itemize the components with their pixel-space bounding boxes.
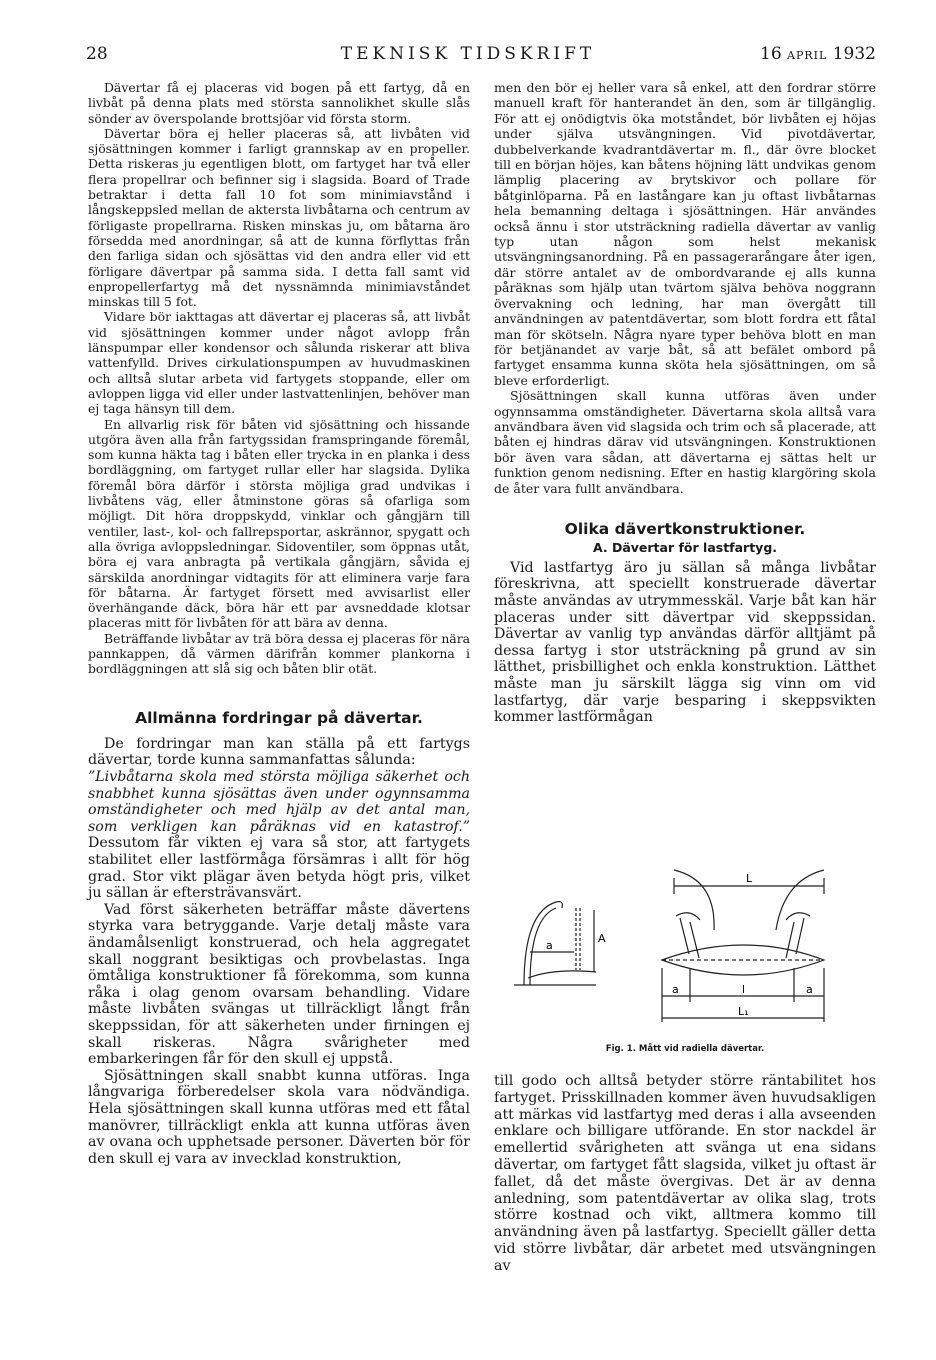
journal-title: TEKNISK TIDSKRIFT: [340, 44, 596, 64]
section-heading: Olika dävertkonstruktioner.: [564, 519, 806, 538]
paragraph: Dävertar böra ej heller placeras så, att livbåten vid sjösättningen kommer i farligt grannskap av en propeller. Detta riskeras ju egentligen blott, om fartyget har två eller flera propellrar och befinner sig i slagsida. Board of Trade betraktar i detta fall 10 fot som minimiavstånd i långskeppsled mellan de aktersta livbåtarna och centrum av förligaste propellrarna. Risken minskas ju, om båtarna äro försedda med anordningar, så att de kunna förflyttas från den farliga sidan och sjösättas vid den andra eller vid ett förligare dävertpar på samma sida. I detta fall samt vid enpropellerfartyg må det nyssnämnda minimiavståndet minskas till 5 fot.: [88, 125, 470, 310]
boat-hull-side: [528, 971, 596, 978]
label-a-bottom-left: a: [672, 983, 679, 996]
davit-right: [786, 922, 794, 958]
right-column: [494, 80, 876, 726]
label-L1: L₁: [738, 1005, 749, 1018]
section-heading: Allmänna fordringar på dävertar.: [135, 708, 423, 727]
paragraph: Beträffande livbåtar av trä böra dessa ej placeras för nära pannkappen, då värmen därifrån kommer plankorna i bordläggningen att slå sig och båten blir otät.: [88, 630, 470, 677]
paragraph: Dävertar få ej placeras vid bogen på ett fartyg, då en livbåt på denna plats med största sannolikhet skulle slås sönder av överspolande brottsjöar vid första storm.: [88, 80, 470, 126]
right-column-continued: [494, 1073, 876, 1275]
page-header: [0, 42, 936, 70]
paragraph: till godo och alltså betyder större räntabilitet hos fartyget. Prisskillnaden kommer även huvudsakligen att märkas vid lastfartyg med deras i alla avseenden enklare och billigare utförande. En stor nackdel är emellertid svårigheten att svänga ut ena sidans dävertar, om fartyget fått slagsida, vilket ju oftast är fallet, då det måste övergivas. Det är av denna anledning, som patentdävertar av olika slag, trots större kostnad och vikt, alltmera kommo till användning även på lastfartyg. Speciellt gäller detta vid större livbåtar, där arbetet med utsvängningen av: [494, 1073, 876, 1274]
figure-davit-dimensions: [494, 850, 876, 1065]
label-a-bottom-right: a: [806, 983, 813, 996]
quote: ”Livbåtarna skola med största möjliga säkerhet och snabbhet kunna sjösättas även under ogynnsamma omständigheter och med hjälp av det antal man, som verkligen kan påräknas vid en katastrof.”: [88, 769, 470, 835]
paragraph: De fordringar man kan ställa på ett fartygs dävertar, torde kunna sammanfattas sålunda:: [88, 735, 470, 769]
davit-left: [690, 922, 699, 958]
paragraph: Sjösättningen skall snabbt kunna utföras. Inga långvariga förberedelser skola vara nödvändiga. Hela sjösättningen skall kunna utföras med ett fåtal manövrer, tillräckligt enkla att kunna utföras även av ovana och upphetsade personer. Däverten bör för den skull ej vara av invecklad konstruktion,: [88, 1067, 470, 1167]
paragraph: Vidare bör iakttagas att dävertar ej placeras så, att livbåt vid sjösättningen kommer under något avlopp från länspumpar eller kondensor och sålunda riskerar att bliva vattenfylld. Drives cirkulationspumpen av huvudmaskinen och alltså slutar arbeta vid fartygets stoppande, eller om avloppen ligga vid eller under lastvattenlinjen, behöver man ej taga hänsyn till dem.: [88, 309, 470, 417]
label-l: l: [742, 983, 746, 996]
left-column: [88, 80, 470, 1167]
davit-diagram: [494, 850, 876, 1042]
swing-arc-right: [776, 870, 824, 930]
paragraph: Sjösättningen skall kunna utföras även under ogynnsamma omständigheter. Dävertarna skola alltså vara användbara även vid slagsida och trim och så placerade, att båten ej hindras därav vid utsvängningen. Konstruktionen bör även vara sådan, att dävertarna ej sättas helt ur funktion genom nedisning. Efter en hastig klargöring skola de åter vara fullt användbara.: [494, 388, 876, 496]
label-A: A: [598, 932, 606, 945]
issue-date: 16 APRIL 1932: [760, 44, 876, 64]
paragraph: Vid lastfartyg äro ju sällan så många livbåtar föreskrivna, att speciellt konstruerade dävertar måste användas av utrymmesskäl. Varje båt kan här placeras under sitt dävertpar vid skeppssidan. Dävertar av vanlig typ användas därför alltjämt på dessa fartyg i stor utsträckning på grund av sin lätthet, prisbillighet och enkla konstruktion. Lätthet måste man ju särskilt lägga sig vinn om vid lastfartyg, där varje besparing i skeppsvikten kommer lastförmågan: [494, 559, 876, 726]
figure-caption: Fig. 1. Mått vid radiella dävertar.: [605, 1044, 765, 1054]
label-a: a: [546, 939, 553, 952]
label-L: L: [746, 872, 753, 885]
quote-paragraph: ”Livbåtarna skola med största möjliga säkerhet och snabbhet kunna sjösättas även under ogynnsamma omständigheter och med hjälp av det antal man, som verkligen kan påräknas vid en katastrof.” Dessutom får vikten ej vara så stor, att fartygets stabilitet eller lastförmåga försämras i allt för hög grad. Stor vikt plägar även betyda högt pris, vilket ju sällan är eftersträvansvärt.: [88, 769, 470, 902]
subsection-heading: A. Dävertar för lastfartyg.: [592, 540, 778, 556]
page-number: 28: [86, 44, 108, 64]
paragraph: Vad först säkerheten beträffar måste dävertens styrka vara betryggande. Varje detalj måste vara ändamålsenligt konstruerad, och hela aggregatet skall noggrant besiktigas och provbelastas. Inga ömtåliga konstruktioner få förekomma, som kunna råka i olag genom ovarsam behandling. Vidare måste livbåten svängas ut tillräckligt långt från skeppssidan, för att säkerheten under firningen ej skall riskeras. Några svårigheter med embarkeringen får för den skull ej uppstå.: [88, 901, 470, 1068]
paragraph: men den bör ej heller vara så enkel, att den fordrar större manuell kraft för hanterandet än den, som är tillgänglig. För att ej onödigtvis öka motståndet, bör livbåten ej höjas under själva utsvängningen. Vid pivotdävertar, dubbelverkande kvadrantdävertar m. fl., där övre blocket till en början höjes, kan båtens höjning lätt undvikas genom lämplig placering av brytskivor och pollare för båtginlöparna. På en lastångare kan ju oftast livbåtarnas hela bemanning deltaga i sjösättningen. Här användes också ännu i stor utsträckning radiella dävertar av vanlig typ utan någon som helst mekanisk utsvängningsanordning. På en passagerarångare åter igen, där större antalet av de ombordvarande ej alls kunna påräknas som hjälp utan tvärtom själva behöva noggrann övervakning och ledning, har man övergått till användningen av patentdävertar, som blott fordra ett fåtal man för skötseln. Några nyare typer behöva blott en man för betjänandet av varje båt, så att befälet ombord på fartyget ensamma kunna sköta hela sjösättningen, om så bleve erforderligt.: [494, 80, 876, 388]
paragraph: En allvarlig risk för båten vid sjösättning och hissande utgöra även alla från fartygssidan framspringande föremål, som kunna häkta tag i båten eller trycka in en planka i dess bordläggning, om fartyget rullar eller har slagsida. Dylika föremål böra därför i största möjliga grad undvikas i livbåtens väg, eller åtminstone göras så ofarliga som möjligt. Dit höra droppskydd, vinklar och gångjärn till ventiler, last-, kol- och fallrepsportar, askrännor, spygatt och alla övriga avloppsledningar. Sidoventiler, som öppnas utåt, böra ej vara anbragta på vertikala gångjärn, såvida ej särskilda anordningar vidtagits för att eliminera varje fara för båtarna. Är fartyget försett med avvisarlist eller överhängande däck, böra här ett par avsneddade klotsar placeras mitt för livbåten för att bära av denna.: [88, 416, 470, 631]
swing-arc-left: [674, 870, 714, 930]
